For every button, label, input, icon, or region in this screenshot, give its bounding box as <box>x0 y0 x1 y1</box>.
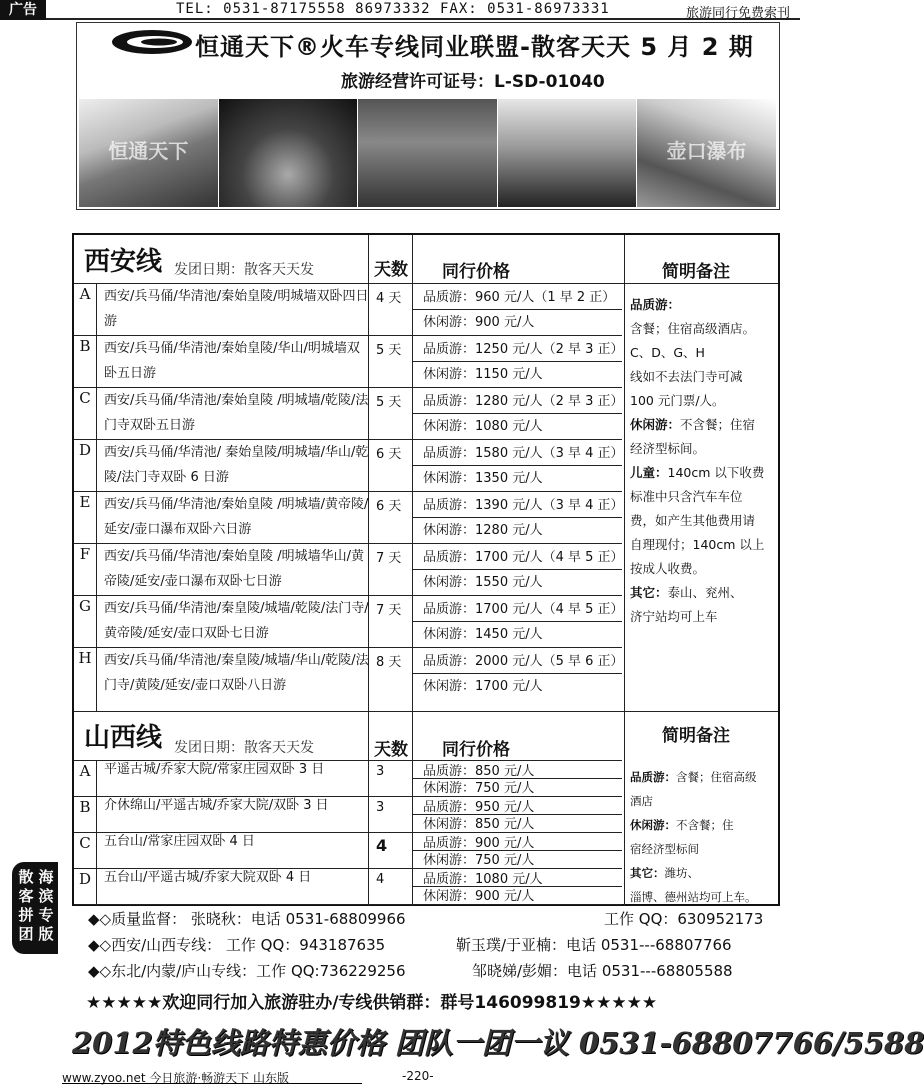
note-line <box>630 437 778 461</box>
photo-waterfall <box>637 99 777 207</box>
row-letter: C <box>79 389 91 407</box>
photo-courtyard <box>219 99 359 207</box>
row-letter: A <box>79 762 91 780</box>
note-text: 潍坊、 <box>664 866 699 880</box>
note-line <box>630 509 778 533</box>
shanxi-notes-header: 简明备注 <box>662 726 730 746</box>
quality-qq: 工作 QQ：630952173 <box>604 910 764 928</box>
xian-notes-header: 简明备注 <box>662 262 730 282</box>
row-letter: E <box>79 493 91 511</box>
top-strip <box>0 0 800 20</box>
route-description: 西安/兵马俑/华清池/秦始皇陵 /明城墙华山/黄帝陵/延安/壶口瀑布双卧七日游 <box>104 549 365 589</box>
page-number: -220- <box>402 1069 434 1083</box>
row-letter: G <box>79 597 91 615</box>
leisure-price: 休闲游：1150 元/人 <box>423 367 543 382</box>
leisure-price: 休闲游：850 元/人 <box>423 817 535 832</box>
photo-strip <box>79 99 777 207</box>
side-tab-text: 散客拼团 <box>18 868 34 943</box>
row-letter: D <box>78 441 92 459</box>
row-letter: H <box>78 649 92 667</box>
route-description: 西安/兵马俑/华清池/秦皇陵/城墙/华山/乾陵/法门寺/黄陵/延安/壶口双卧八日游 <box>104 653 369 693</box>
trip-days: 4 <box>376 872 385 887</box>
route-description: 五台山/常家庄园双卧 4 日 <box>104 834 255 849</box>
premium-price: 品质游：900 元/人 <box>423 836 535 851</box>
xian-departure-note: 发团日期：散客天天发 <box>174 262 314 278</box>
photo-terracotta <box>358 99 498 207</box>
photo-train <box>79 99 219 207</box>
trip-days: 5 天 <box>376 395 402 410</box>
note-line <box>630 765 780 789</box>
photo-caption: 恒通天下 <box>108 139 189 163</box>
note-line <box>630 605 778 629</box>
note-text: 淄博、德州站均可上车。 <box>630 890 757 904</box>
shanxi-price-header: 同行价格 <box>442 740 510 760</box>
trip-days: 7 天 <box>376 603 402 618</box>
note-line <box>630 413 778 437</box>
photo-temple <box>498 99 638 207</box>
leisure-price: 休闲游：1280 元/人 <box>423 523 543 538</box>
row-letter: C <box>79 834 91 852</box>
note-text: 费，如产生其他费用请 <box>630 513 756 528</box>
footer-site: www.zyoo.net 今日旅游·畅游天下 山东版 <box>62 1071 289 1085</box>
note-line <box>630 837 780 861</box>
route-description: 平遥古城/乔家大院/常家庄园双卧 3 日 <box>104 762 325 777</box>
route-description: 五台山/平遥古城/乔家大院双卧 4 日 <box>104 870 312 885</box>
note-text: C、D、G、H <box>630 345 705 360</box>
xian-price-header: 同行价格 <box>442 262 510 282</box>
premium-price: 品质游：960 元/人（1 早 2 正） <box>423 290 616 305</box>
quality-supervision: ◆◇质量监督： 张晓秋：电话 0531-68809966 <box>88 910 406 928</box>
note-text: 经济型标间。 <box>630 441 706 456</box>
price-table <box>72 233 780 906</box>
trip-days: 5 天 <box>376 343 402 358</box>
xian-days-header: 天数 <box>374 260 408 280</box>
premium-price: 品质游：1700 元/人（4 早 5 正） <box>423 550 624 565</box>
trip-days: 6 天 <box>376 499 402 514</box>
note-label: 休闲游： <box>630 417 681 432</box>
leisure-price: 休闲游：1550 元/人 <box>423 575 543 590</box>
row-letter: F <box>79 545 91 563</box>
shanxi-departure-note: 发团日期：散客天天发 <box>174 740 314 756</box>
note-line <box>630 485 778 509</box>
welcome-line: ★★★★★欢迎同行加入旅游驻办/专线供销群：群号146099819★★★★★ <box>86 993 658 1013</box>
shanxi-section-title: 山西线 <box>84 723 163 753</box>
route-description: 西安/兵马俑/华清池/秦始皇陵 /明城墙/黄帝陵/延安/壶口瀑布双卧六日游 <box>104 497 369 537</box>
note-line <box>630 789 780 813</box>
note-line <box>630 317 778 341</box>
note-text: 标准中只含汽车车位 <box>630 489 743 504</box>
trip-days: 7 天 <box>376 551 402 566</box>
premium-price: 品质游：1700 元/人（4 早 5 正） <box>423 602 624 617</box>
row-letter: D <box>78 870 92 888</box>
note-text: 酒店 <box>630 794 653 808</box>
note-label: 其它： <box>630 585 668 600</box>
note-line <box>630 461 778 485</box>
note-line <box>630 365 778 389</box>
note-text: 济宁站均可上车 <box>630 609 718 624</box>
note-label: 品质游： <box>630 297 681 312</box>
page-footer <box>62 1069 762 1087</box>
note-text: 线如不去法门寺可减 <box>630 369 743 384</box>
promo-banner: 2012特色线路特惠价格 团队一团一议 0531-68807766/5588 <box>72 1026 924 1060</box>
route-description: 西安/兵马俑/华清池/ 秦始皇陵/明城墙/华山/乾陵/法门寺双卧 6 日游 <box>104 445 369 485</box>
leisure-price: 休闲游：900 元/人 <box>423 889 535 904</box>
trip-days: 3 <box>376 800 385 815</box>
xian-shanxi-contact: ◆◇西安/山西专线： 工作 QQ：943187635 <box>88 936 386 954</box>
note-line <box>630 293 778 317</box>
note-text: 泰山、兖州、 <box>667 585 743 600</box>
note-text: 自理现付；140cm 以上 <box>630 537 765 552</box>
northeast-contact: ◆◇东北/内蒙/庐山专线：工作 QQ:736229256 <box>88 962 406 980</box>
premium-price: 品质游：850 元/人 <box>423 764 535 779</box>
premium-price: 品质游：2000 元/人（5 早 6 正） <box>423 654 624 669</box>
northeast-phone: 邹晓娣/彭媚：电话 0531---68805588 <box>472 962 733 980</box>
premium-price: 品质游：1390 元/人（3 早 4 正） <box>423 498 624 513</box>
note-text: 不含餐；住 <box>676 818 734 832</box>
note-text: 按成人收费。 <box>630 561 706 576</box>
xian-shanxi-phone: 靳玉璞/于亚楠：电话 0531---68807766 <box>456 936 732 954</box>
note-line <box>630 861 780 885</box>
leisure-price: 休闲游：1700 元/人 <box>423 679 543 694</box>
row-letter: B <box>79 798 91 816</box>
premium-price: 品质游：1580 元/人（3 早 4 正） <box>423 446 624 461</box>
route-description: 介休绵山/平遥古城/乔家大院/双卧 3 日 <box>104 798 329 813</box>
ad-header <box>76 22 780 210</box>
note-line <box>630 389 778 413</box>
trip-days: 4 天 <box>376 291 402 306</box>
premium-price: 品质游：1250 元/人（2 早 3 正） <box>423 342 624 357</box>
note-label: 其它： <box>630 866 665 880</box>
leisure-price: 休闲游：1080 元/人 <box>423 419 543 434</box>
license-number: 旅游经营许可证号：L-SD-01040 <box>341 72 605 92</box>
note-text: 不含餐；住宿 <box>680 417 756 432</box>
row-letter: A <box>79 285 91 303</box>
trip-days: 3 <box>376 764 385 779</box>
leisure-price: 休闲游：750 元/人 <box>423 853 535 868</box>
note-text: 140cm 以下收费 <box>667 465 765 480</box>
leisure-price: 休闲游：1350 元/人 <box>423 471 543 486</box>
route-description: 西安/兵马俑/华清池/秦始皇陵/明城墙双卧四日游 <box>104 289 369 329</box>
note-line <box>630 885 780 909</box>
side-tab-text: 海滨专版 <box>38 868 54 943</box>
note-label: 休闲游： <box>630 818 676 832</box>
special-edition-tab <box>12 862 58 954</box>
route-description: 西安/兵马俑/华清池/秦皇陵/城墙/乾陵/法门寺/黄帝陵/延安/壶口双卧七日游 <box>104 601 369 641</box>
xian-notes <box>630 293 778 629</box>
trip-days: 6 天 <box>376 447 402 462</box>
shanxi-notes <box>630 765 780 909</box>
ad-title: 恒通天下®火车专线同业联盟-散客天天 5 月 2 期 <box>195 33 754 61</box>
brand-logo-icon <box>111 29 193 55</box>
photo-caption: 壶口瀑布 <box>666 139 747 163</box>
note-label: 品质游： <box>630 770 676 784</box>
trip-days: 8 天 <box>376 655 402 670</box>
note-line <box>630 557 778 581</box>
note-text: 宿经济型标间 <box>630 842 699 856</box>
ad-label: 广告 <box>0 0 46 20</box>
shanxi-days-header: 天数 <box>374 740 408 760</box>
agency-contact: TEL: 0531-87175558 86973332 FAX: 0531-86973331 <box>176 1 610 17</box>
note-text: 含餐；住宿高级 <box>676 770 757 784</box>
premium-price: 品质游：1080 元/人 <box>423 872 543 887</box>
leisure-price: 休闲游：900 元/人 <box>423 315 535 330</box>
note-line <box>630 533 778 557</box>
route-description: 西安/兵马俑/华清池/秦始皇陵/华山/明城墙双卧五日游 <box>104 341 360 381</box>
route-description: 西安/兵马俑/华清池/秦始皇陵 /明城墙/乾陵/法门寺双卧五日游 <box>104 393 369 433</box>
xian-section-title: 西安线 <box>84 247 163 277</box>
index-note: 旅游同行免费索刊 <box>685 6 790 21</box>
premium-price: 品质游：1280 元/人（2 早 3 正） <box>423 394 624 409</box>
leisure-price: 休闲游：1450 元/人 <box>423 627 543 642</box>
note-text: 100 元门票/人。 <box>630 393 725 408</box>
note-text: 含餐；住宿高级酒店。 <box>630 321 756 336</box>
row-letter: B <box>79 337 91 355</box>
note-line <box>630 581 778 605</box>
premium-price: 品质游：950 元/人 <box>423 800 535 815</box>
note-line <box>630 341 778 365</box>
trip-days: 4 <box>376 836 388 855</box>
leisure-price: 休闲游：750 元/人 <box>423 781 535 796</box>
note-line <box>630 813 780 837</box>
note-label: 儿童： <box>630 465 668 480</box>
